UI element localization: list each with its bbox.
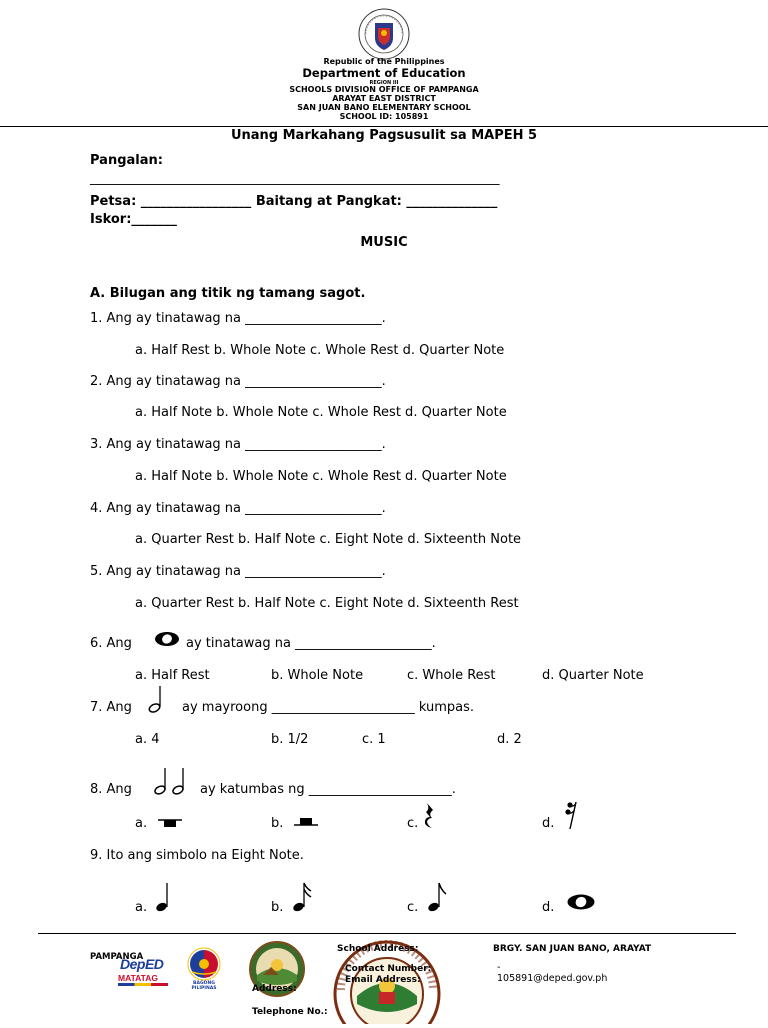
- instruction: A. Bilugan ang titik ng tamang sagot.: [90, 286, 366, 301]
- petsa-baitang-line: Petsa: _________________ Baitang at Pangkat: ______________: [90, 194, 498, 209]
- question-2-options: a. Half Note b. Whole Note c. Whole Rest d. Quarter Note: [135, 405, 507, 420]
- whole-note-icon: [566, 893, 596, 915]
- question-6-option-c: c. Whole Rest: [407, 668, 496, 683]
- whole-rest-icon: [156, 816, 184, 835]
- address-value: BRGY. SAN JUAN BANO, ARAYAT: [493, 944, 652, 954]
- header-division: SCHOOLS DIVISION OFFICE OF PAMPANGA: [289, 85, 479, 94]
- header-district: ARAYAT EAST DISTRICT: [332, 94, 436, 103]
- header-school-id: SCHOOL ID: 105891: [339, 112, 429, 121]
- question-7-option-b: b. 1/2: [271, 732, 309, 747]
- question-6-prefix: 6. Ang: [90, 636, 132, 651]
- half-note-icon: [145, 684, 165, 718]
- question-2: 2. Ang ay tinatawag na _____________________.: [90, 374, 386, 389]
- telephone-label: Telephone No.:: [252, 1007, 328, 1017]
- question-5: 5. Ang ay tinatawag na _____________________.: [90, 564, 386, 579]
- question-9: 9. Ito ang simbolo na Eight Note.: [90, 848, 304, 863]
- question-8-option-a: a.: [135, 816, 148, 831]
- address-label: Address:: [252, 984, 297, 994]
- question-7-option-a: a. 4: [135, 732, 160, 747]
- pangalan-label: Pangalan:: [90, 153, 163, 168]
- header-divider: [0, 126, 768, 127]
- question-1-options: a. Half Rest b. Whole Note c. Whole Rest d. Quarter Note: [135, 343, 505, 358]
- exam-title: Unang Markahang Pagsusulit sa MAPEH 5: [230, 128, 538, 143]
- question-7-suffix: ay mayroong ______________________ kumpas.: [182, 700, 474, 715]
- question-3-options: a. Half Note b. Whole Note c. Whole Rest d. Quarter Note: [135, 469, 507, 484]
- question-9-option-d: d.: [542, 900, 555, 915]
- question-7-option-d: d. 2: [497, 732, 522, 747]
- contact-number-label: Contact Number:: [345, 964, 432, 974]
- question-6-suffix: ay tinatawag na _____________________.: [186, 636, 436, 651]
- footer-divider: [38, 933, 736, 934]
- header-school: SAN JUAN BANO ELEMENTARY SCHOOL: [297, 103, 471, 112]
- question-8-option-b: b.: [271, 816, 284, 831]
- quarter-note-icon: [152, 881, 172, 917]
- footer-pampanga: PAMPANGA: [90, 952, 144, 962]
- question-9-option-a: a.: [135, 900, 148, 915]
- section-title: MUSIC: [360, 235, 408, 250]
- whole-note-icon: [154, 631, 180, 651]
- question-6-option-a: a. Half Rest: [135, 668, 210, 683]
- iskor-line: Iskor:_______: [90, 212, 177, 227]
- half-rest-icon: [292, 814, 320, 833]
- two-half-notes-icon: [152, 766, 190, 800]
- deped-matatag-logo: DepED MATATAG: [118, 948, 170, 988]
- question-6-option-b: b. Whole Note: [271, 668, 364, 683]
- question-8-option-c: c.: [407, 816, 419, 831]
- bagong-pilipinas-logo: BAGONG PILIPINAS: [180, 946, 228, 990]
- question-5-options: a. Quarter Rest b. Half Note c. Eight Note d. Sixteenth Rest: [135, 596, 519, 611]
- header-region: REGION III: [369, 80, 399, 86]
- question-3: 3. Ang ay tinatawag na _____________________.: [90, 437, 386, 452]
- school-address-label: School Address:: [337, 944, 419, 954]
- question-1: 1. Ang ay tinatawag na _____________________.: [90, 311, 386, 326]
- question-7-prefix: 7. Ang: [90, 700, 132, 715]
- question-8-prefix: 8. Ang: [90, 782, 132, 797]
- eighth-note-icon: [424, 881, 448, 917]
- question-8-suffix: ay katumbas ng ______________________.: [200, 782, 456, 797]
- quarter-rest-icon: [422, 801, 438, 835]
- question-8-option-d: d.: [542, 816, 555, 831]
- sixteenth-note-icon: [289, 881, 313, 917]
- question-9-option-b: b.: [271, 900, 284, 915]
- question-7-option-c: c. 1: [362, 732, 386, 747]
- email-address-value: 105891@deped.gov.ph: [497, 973, 608, 984]
- question-4: 4. Ang ay tinatawag na _____________________.: [90, 501, 386, 516]
- name-line: _______________________________________________________________: [90, 171, 500, 186]
- question-4-options: a. Quarter Rest b. Half Note c. Eight Note d. Sixteenth Note: [135, 532, 522, 547]
- email-address-label: Email Address:: [345, 975, 421, 985]
- question-9-option-c: c.: [407, 900, 419, 915]
- question-6-option-d: d. Quarter Note: [542, 668, 644, 683]
- header-department: Department of Education: [302, 66, 466, 80]
- deped-seal-logo: [358, 8, 410, 60]
- sixteenth-rest-icon: [562, 800, 582, 836]
- contact-number-value: -: [497, 962, 501, 973]
- header-republic: Republic of the Philippines: [323, 57, 445, 66]
